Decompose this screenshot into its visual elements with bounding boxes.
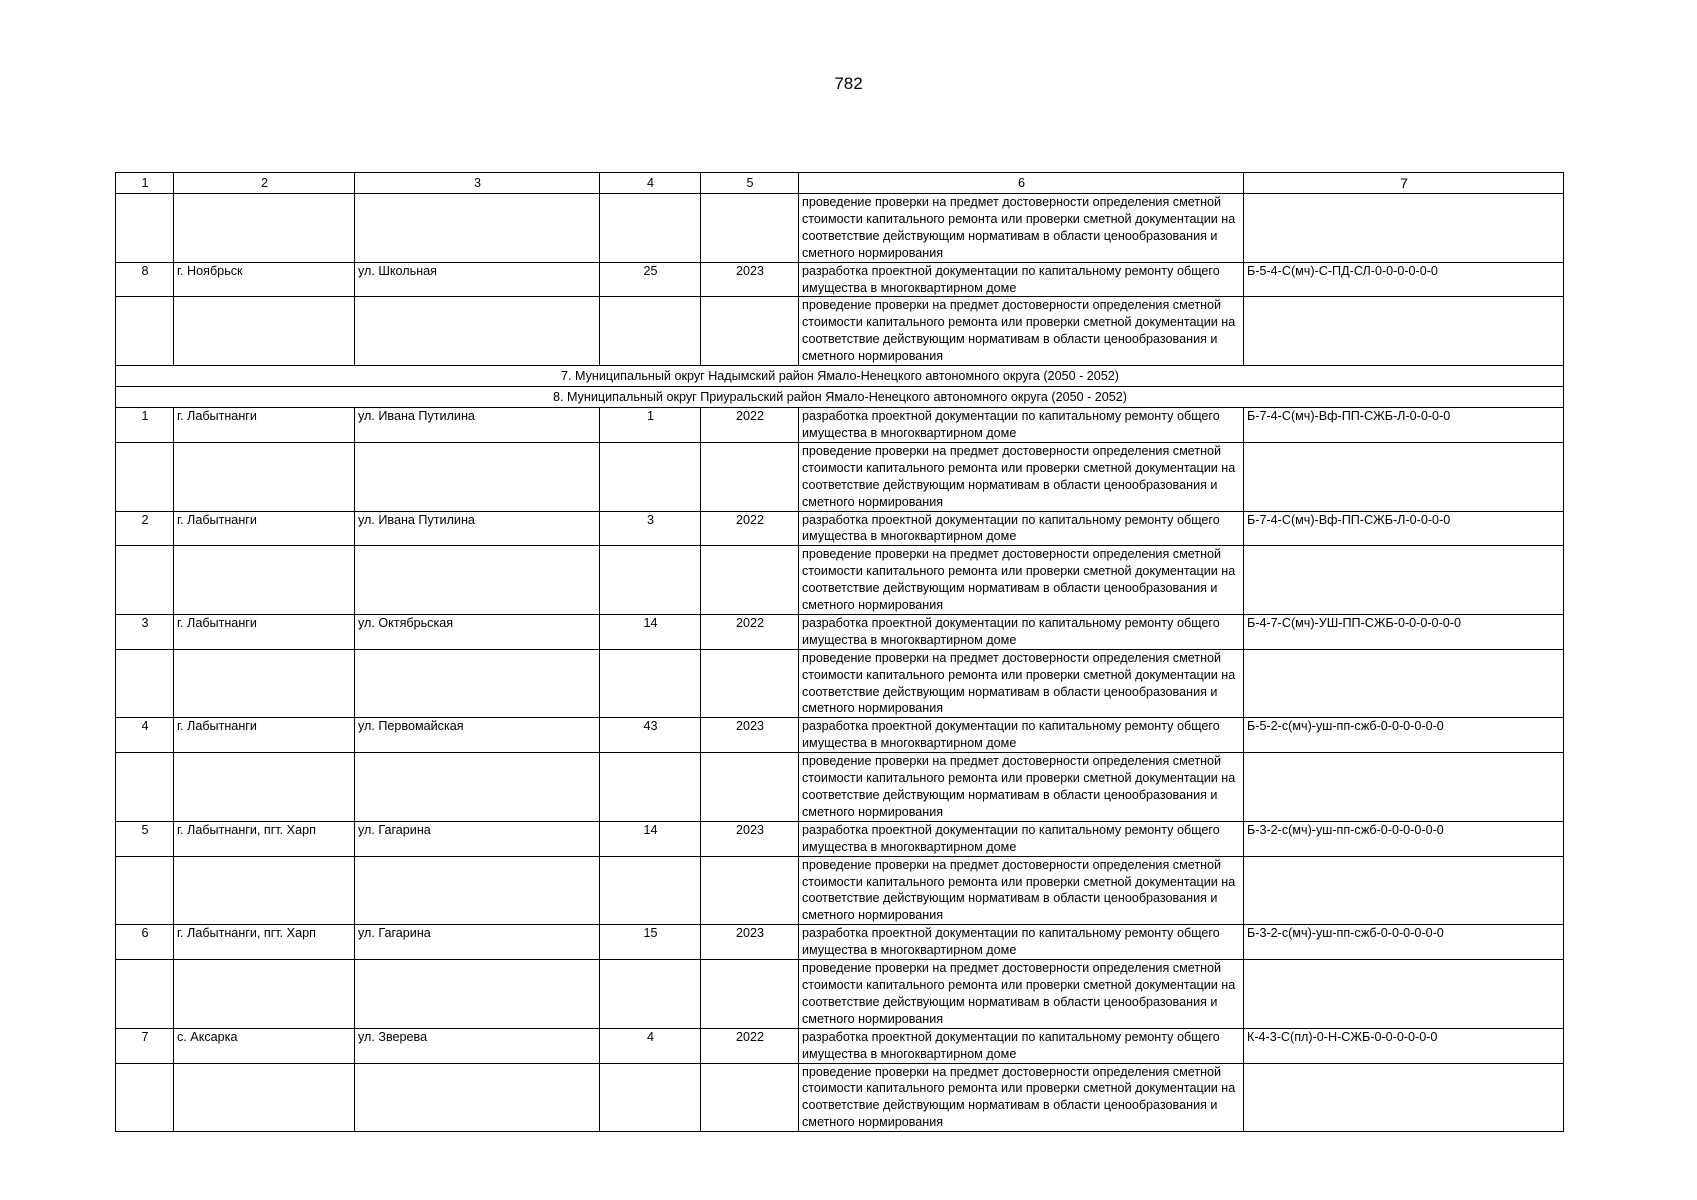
header-cell: 5 (701, 173, 799, 194)
year-cell (701, 442, 799, 511)
house-number-cell: 15 (600, 925, 701, 960)
city-cell (174, 649, 355, 718)
work-description-cell: проведение проверки на предмет достоверности определения сметной стоимости капитального ремонта или проверки сметной документации на соответствие действующим нормативам в области ценообразования и сметного нормирования (799, 1063, 1244, 1132)
year-cell (701, 297, 799, 366)
street-cell: ул. Первомайская (355, 718, 600, 753)
header-cell: 2 (174, 173, 355, 194)
work-description-cell: проведение проверки на предмет достоверности определения сметной стоимости капитального ремонта или проверки сметной документации на соответствие действующим нормативам в области ценообразования и сметного нормирования (799, 960, 1244, 1029)
year-cell: 2022 (701, 614, 799, 649)
header-row (116, 173, 1564, 194)
work-description-cell: проведение проверки на предмет достоверности определения сметной стоимости капитального ремонта или проверки сметной документации на соответствие действующим нормативам в области ценообразования и сметного нормирования (799, 856, 1244, 925)
city-cell (174, 856, 355, 925)
house-number-cell: 1 (600, 408, 701, 443)
street-cell (355, 856, 600, 925)
city-cell: г. Лабытнанги (174, 408, 355, 443)
table-body (116, 173, 1564, 1132)
year-cell: 2022 (701, 1028, 799, 1063)
work-description-cell: проведение проверки на предмет достоверности определения сметной стоимости капитального ремонта или проверки сметной документации на соответствие действующим нормативам в области ценообразования и сметного нормирования (799, 546, 1244, 615)
street-cell (355, 546, 600, 615)
work-description-cell: проведение проверки на предмет достоверности определения сметной стоимости капитального ремонта или проверки сметной документации на соответствие действующим нормативам в области ценообразования и сметного нормирования (799, 297, 1244, 366)
house-number-cell: 14 (600, 614, 701, 649)
code-cell (1244, 546, 1564, 615)
table-row (116, 960, 1564, 1029)
work-description-cell: проведение проверки на предмет достоверности определения сметной стоимости капитального ремонта или проверки сметной документации на соответствие действующим нормативам в области ценообразования и сметного нормирования (799, 194, 1244, 263)
work-description-cell: разработка проектной документации по капитальному ремонту общего имущества в многоквартирном доме (799, 614, 1244, 649)
code-cell (1244, 753, 1564, 822)
city-cell: г. Лабытнанги (174, 511, 355, 546)
city-cell: г. Лабытнанги, пгт. Харп (174, 821, 355, 856)
work-description-cell: разработка проектной документации по капитальному ремонту общего имущества в многоквартирном доме (799, 925, 1244, 960)
street-cell: ул. Ивана Путилина (355, 408, 600, 443)
row-number-cell (116, 546, 174, 615)
house-number-cell (600, 546, 701, 615)
year-cell (701, 546, 799, 615)
table-row (116, 1063, 1564, 1132)
table-row (116, 856, 1564, 925)
code-cell (1244, 960, 1564, 1029)
city-cell: г. Ноябрьск (174, 262, 355, 297)
year-cell: 2023 (701, 262, 799, 297)
street-cell: ул. Октябрьская (355, 614, 600, 649)
street-cell: ул. Гагарина (355, 925, 600, 960)
code-cell (1244, 442, 1564, 511)
house-number-cell (600, 442, 701, 511)
work-description-cell: разработка проектной документации по капитальному ремонту общего имущества в многоквартирном доме (799, 1028, 1244, 1063)
street-cell: ул. Зверева (355, 1028, 600, 1063)
table-row (116, 649, 1564, 718)
work-description-cell: разработка проектной документации по капитальному ремонту общего имущества в многоквартирном доме (799, 821, 1244, 856)
work-description-cell: проведение проверки на предмет достоверности определения сметной стоимости капитального ремонта или проверки сметной документации на соответствие действующим нормативам в области ценообразования и сметного нормирования (799, 753, 1244, 822)
row-number-cell: 1 (116, 408, 174, 443)
year-cell (701, 1063, 799, 1132)
row-number-cell: 4 (116, 718, 174, 753)
row-number-cell: 2 (116, 511, 174, 546)
row-number-cell: 7 (116, 1028, 174, 1063)
house-number-cell: 43 (600, 718, 701, 753)
code-cell: Б-3-2-с(мч)-уш-пп-сжб-0-0-0-0-0-0 (1244, 821, 1564, 856)
code-cell: Б-7-4-С(мч)-Вф-ПП-СЖБ-Л-0-0-0-0 (1244, 511, 1564, 546)
table-row (116, 442, 1564, 511)
work-description-cell: разработка проектной документации по капитальному ремонту общего имущества в многоквартирном доме (799, 718, 1244, 753)
house-number-cell: 3 (600, 511, 701, 546)
section-title: 7. Муниципальный округ Надымский район Ямало-Ненецкого автономного округа (2050 - 2052) (116, 366, 1564, 387)
table-row (116, 262, 1564, 297)
street-cell (355, 960, 600, 1029)
city-cell (174, 960, 355, 1029)
work-description-cell: разработка проектной документации по капитальному ремонту общего имущества в многоквартирном доме (799, 511, 1244, 546)
house-number-cell: 14 (600, 821, 701, 856)
street-cell (355, 442, 600, 511)
house-number-cell (600, 960, 701, 1029)
code-cell: Б-5-2-с(мч)-уш-пп-сжб-0-0-0-0-0-0 (1244, 718, 1564, 753)
code-cell (1244, 1063, 1564, 1132)
row-number-cell: 6 (116, 925, 174, 960)
code-cell (1244, 297, 1564, 366)
code-cell (1244, 649, 1564, 718)
section-title: 8. Муниципальный округ Приуральский район Ямало-Ненецкого автономного округа (2050 - 2052) (116, 387, 1564, 408)
year-cell: 2023 (701, 925, 799, 960)
header-cell: 4 (600, 173, 701, 194)
row-number-cell (116, 649, 174, 718)
row-number-cell (116, 297, 174, 366)
row-number-cell (116, 960, 174, 1029)
code-cell: Б-4-7-С(мч)-УШ-ПП-СЖБ-0-0-0-0-0-0 (1244, 614, 1564, 649)
street-cell (355, 194, 600, 263)
row-number-cell (116, 856, 174, 925)
section-row (116, 387, 1564, 408)
code-cell: Б-5-4-С(мч)-С-ПД-СЛ-0-0-0-0-0-0 (1244, 262, 1564, 297)
header-cell: 7 (1244, 173, 1564, 194)
house-number-cell (600, 297, 701, 366)
code-cell: Б-7-4-С(мч)-Вф-ПП-СЖБ-Л-0-0-0-0 (1244, 408, 1564, 443)
house-number-cell (600, 856, 701, 925)
year-cell: 2022 (701, 511, 799, 546)
works-table (115, 172, 1564, 1132)
house-number-cell (600, 649, 701, 718)
row-number-cell (116, 753, 174, 822)
work-description-cell: разработка проектной документации по капитальному ремонту общего имущества в многоквартирном доме (799, 408, 1244, 443)
row-number-cell: 8 (116, 262, 174, 297)
street-cell (355, 649, 600, 718)
city-cell (174, 194, 355, 263)
year-cell: 2023 (701, 821, 799, 856)
table-row (116, 614, 1564, 649)
row-number-cell (116, 1063, 174, 1132)
row-number-cell: 3 (116, 614, 174, 649)
street-cell (355, 297, 600, 366)
year-cell (701, 960, 799, 1029)
table-row (116, 1028, 1564, 1063)
table-row (116, 408, 1564, 443)
year-cell (701, 856, 799, 925)
year-cell (701, 753, 799, 822)
code-cell (1244, 194, 1564, 263)
street-cell: ул. Ивана Путилина (355, 511, 600, 546)
year-cell (701, 649, 799, 718)
street-cell (355, 1063, 600, 1132)
header-cell: 1 (116, 173, 174, 194)
table-row (116, 511, 1564, 546)
row-number-cell: 5 (116, 821, 174, 856)
street-cell (355, 753, 600, 822)
code-cell: К-4-3-С(пл)-0-Н-СЖБ-0-0-0-0-0-0 (1244, 1028, 1564, 1063)
header-cell: 6 (799, 173, 1244, 194)
page-number: 782 (834, 74, 863, 93)
work-description-cell: разработка проектной документации по капитальному ремонту общего имущества в многоквартирном доме (799, 262, 1244, 297)
year-cell: 2023 (701, 718, 799, 753)
work-description-cell: проведение проверки на предмет достоверности определения сметной стоимости капитального ремонта или проверки сметной документации на соответствие действующим нормативам в области ценообразования и сметного нормирования (799, 649, 1244, 718)
year-cell: 2022 (701, 408, 799, 443)
house-number-cell: 25 (600, 262, 701, 297)
section-row (116, 366, 1564, 387)
house-number-cell (600, 753, 701, 822)
city-cell: с. Аксарка (174, 1028, 355, 1063)
table-row (116, 297, 1564, 366)
city-cell (174, 546, 355, 615)
table-row (116, 821, 1564, 856)
street-cell: ул. Гагарина (355, 821, 600, 856)
house-number-cell (600, 1063, 701, 1132)
row-number-cell (116, 194, 174, 263)
table-row (116, 925, 1564, 960)
code-cell (1244, 856, 1564, 925)
city-cell: г. Лабытнанги (174, 614, 355, 649)
table-row (116, 546, 1564, 615)
city-cell (174, 297, 355, 366)
city-cell (174, 753, 355, 822)
city-cell: г. Лабытнанги, пгт. Харп (174, 925, 355, 960)
street-cell: ул. Школьная (355, 262, 600, 297)
row-number-cell (116, 442, 174, 511)
table-row (116, 194, 1564, 263)
city-cell: г. Лабытнанги (174, 718, 355, 753)
city-cell (174, 442, 355, 511)
header-cell: 3 (355, 173, 600, 194)
work-description-cell: проведение проверки на предмет достоверности определения сметной стоимости капитального ремонта или проверки сметной документации на соответствие действующим нормативам в области ценообразования и сметного нормирования (799, 442, 1244, 511)
table-row (116, 718, 1564, 753)
house-number-cell (600, 194, 701, 263)
city-cell (174, 1063, 355, 1132)
code-cell: Б-3-2-с(мч)-уш-пп-сжб-0-0-0-0-0-0 (1244, 925, 1564, 960)
house-number-cell: 4 (600, 1028, 701, 1063)
table-row (116, 753, 1564, 822)
year-cell (701, 194, 799, 263)
